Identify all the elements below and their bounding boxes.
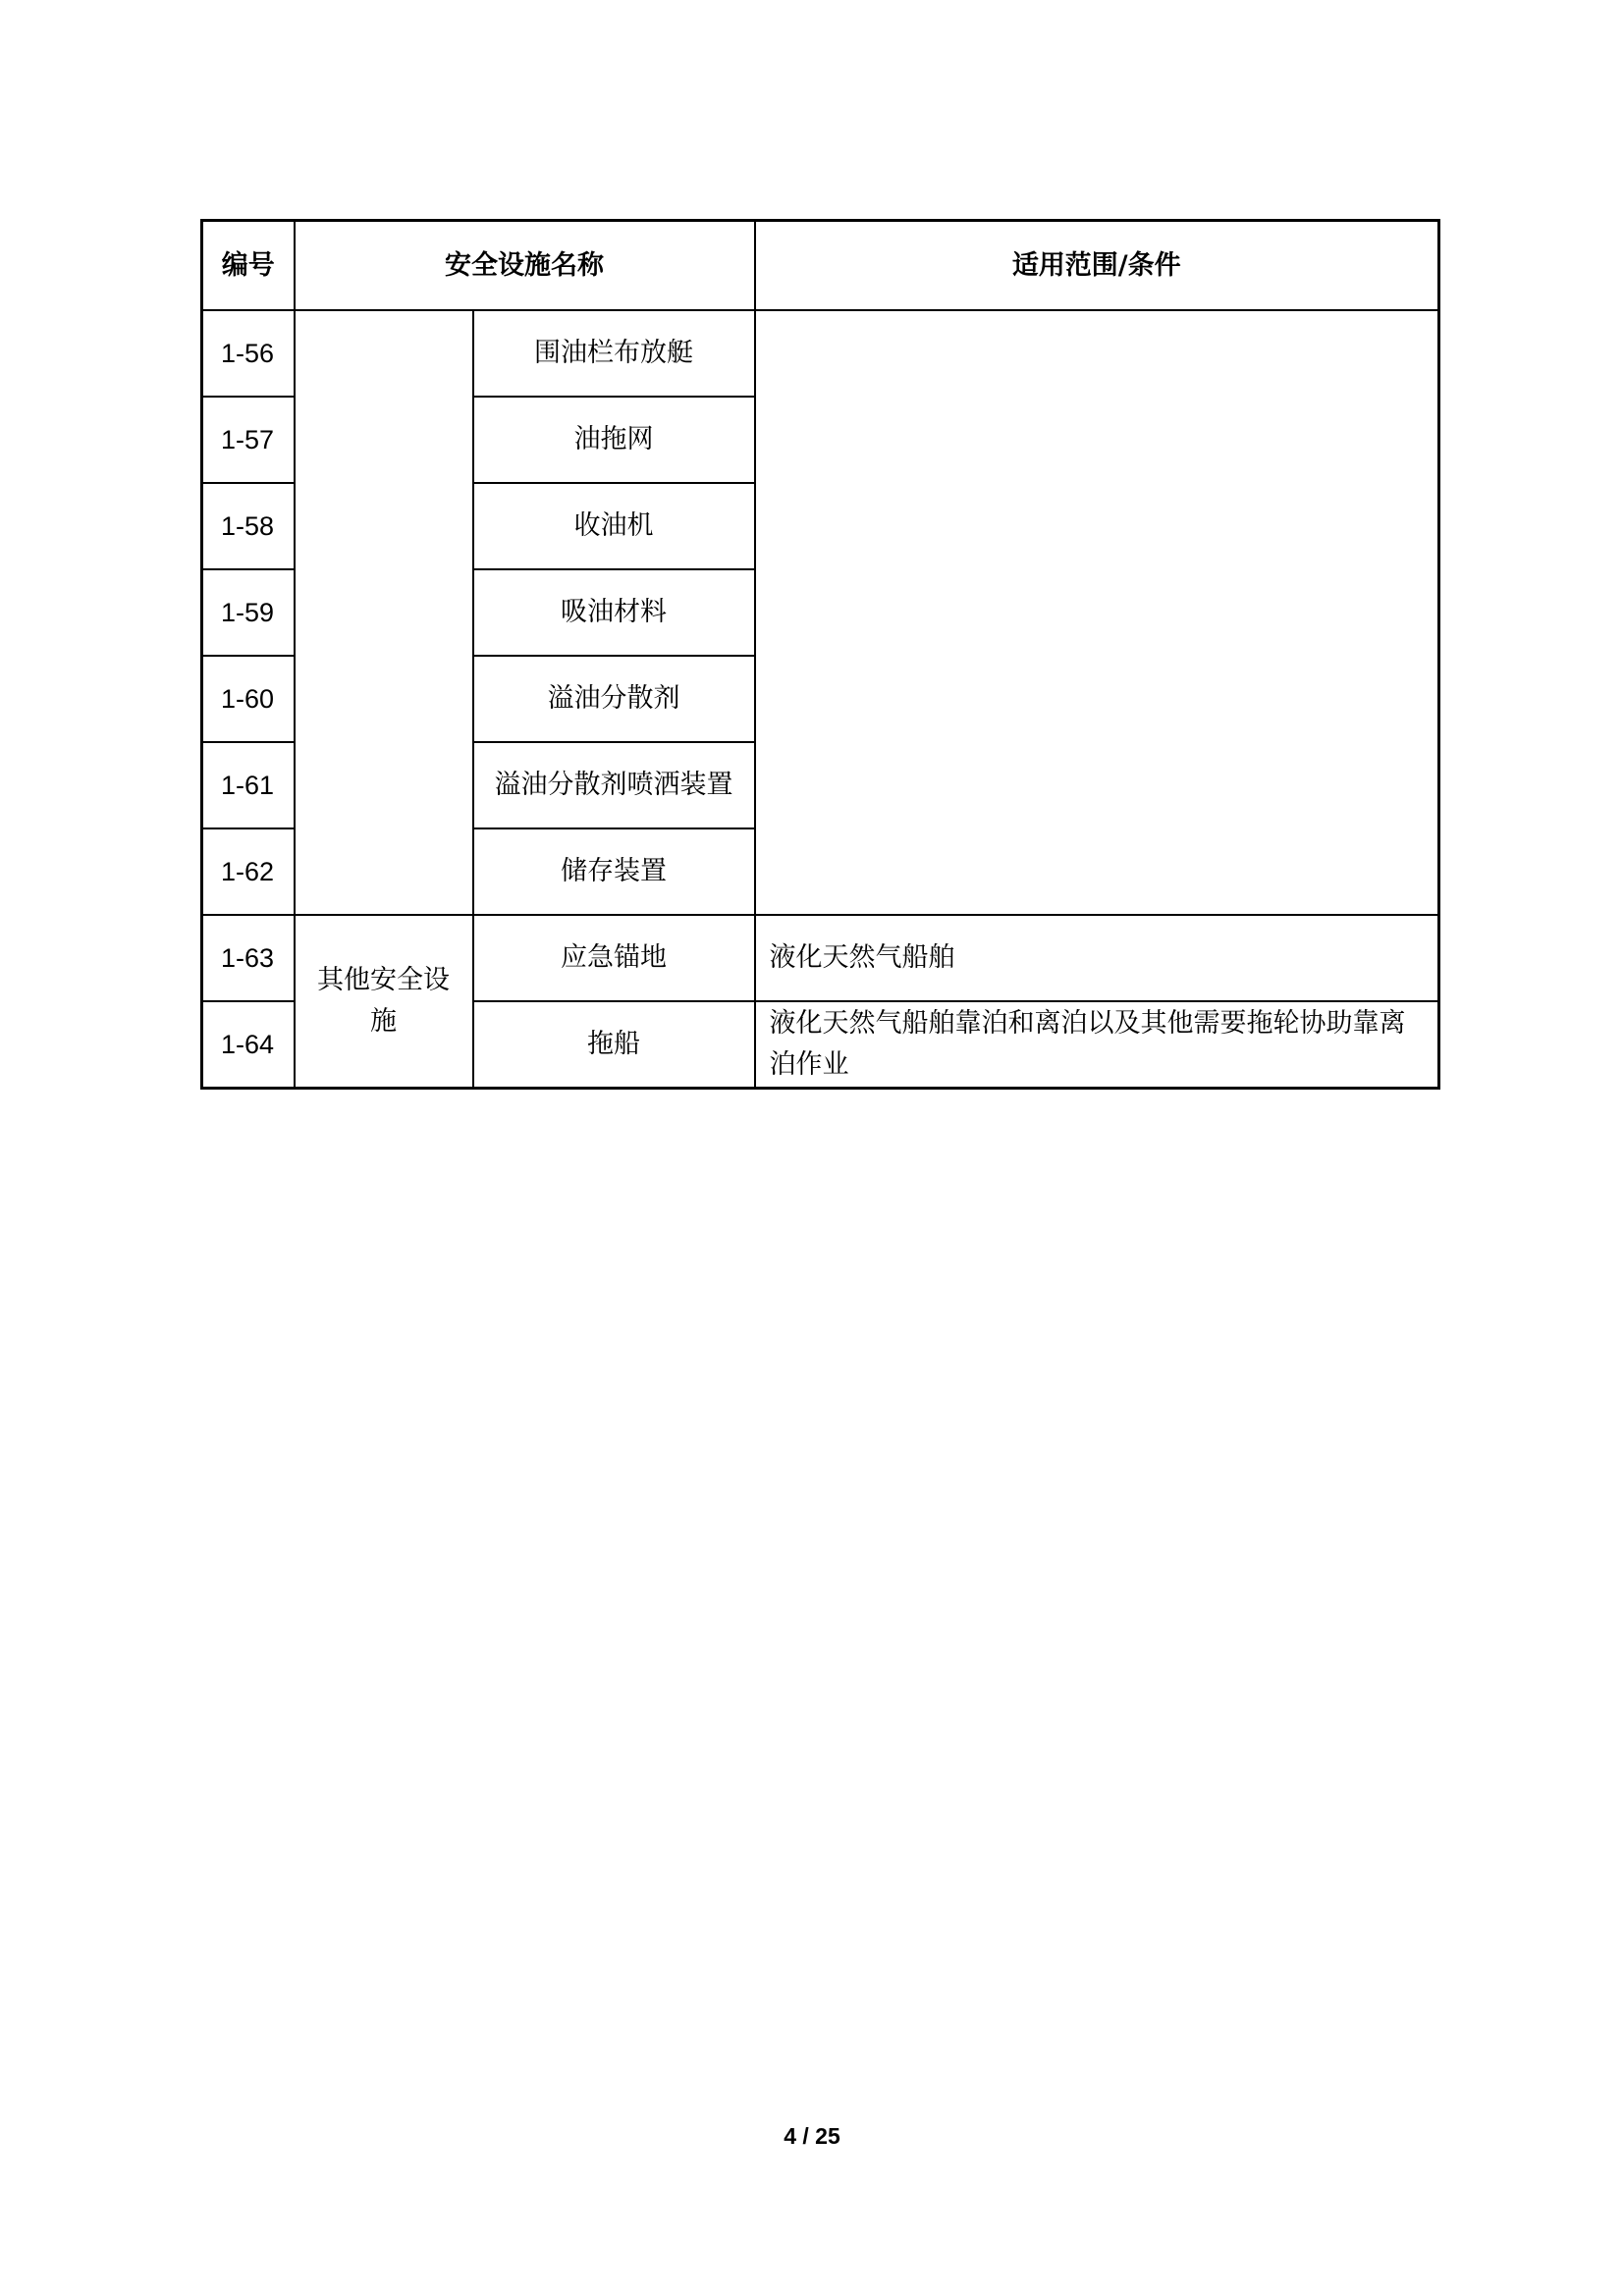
- row-id: 1-63: [202, 915, 295, 1001]
- facility-category: 其他安全设施: [295, 915, 473, 1089]
- row-id: 1-64: [202, 1001, 295, 1089]
- row-id: 1-57: [202, 397, 295, 483]
- facility-name: 溢油分散剂喷洒装置: [473, 742, 755, 828]
- row-id: 1-62: [202, 828, 295, 915]
- header-scope: 适用范围/条件: [755, 221, 1439, 311]
- row-id: 1-58: [202, 483, 295, 569]
- facility-name: 吸油材料: [473, 569, 755, 656]
- facility-name: 储存装置: [473, 828, 755, 915]
- row-id: 1-59: [202, 569, 295, 656]
- facility-name: 围油栏布放艇: [473, 310, 755, 397]
- table-row: [202, 310, 1439, 397]
- scope-cell-empty: [755, 310, 1439, 915]
- row-id: 1-61: [202, 742, 295, 828]
- facility-name: 油拖网: [473, 397, 755, 483]
- facility-name: 收油机: [473, 483, 755, 569]
- table-header-row: [202, 221, 1439, 311]
- row-id: 1-60: [202, 656, 295, 742]
- facility-name: 应急锚地: [473, 915, 755, 1001]
- header-facility-name: 安全设施名称: [295, 221, 755, 311]
- row-id: 1-56: [202, 310, 295, 397]
- header-id: 编号: [202, 221, 295, 311]
- safety-facilities-table: [200, 219, 1440, 1090]
- page-number: 4 / 25: [784, 2123, 840, 2149]
- facility-scope: 液化天然气船舶靠泊和离泊以及其他需要拖轮协助靠离泊作业: [755, 1001, 1439, 1089]
- table-row: [202, 915, 1439, 1001]
- facility-scope: 液化天然气船舶: [755, 915, 1439, 1001]
- category-cell-empty: [295, 310, 473, 915]
- facility-name: 溢油分散剂: [473, 656, 755, 742]
- facility-name: 拖船: [473, 1001, 755, 1089]
